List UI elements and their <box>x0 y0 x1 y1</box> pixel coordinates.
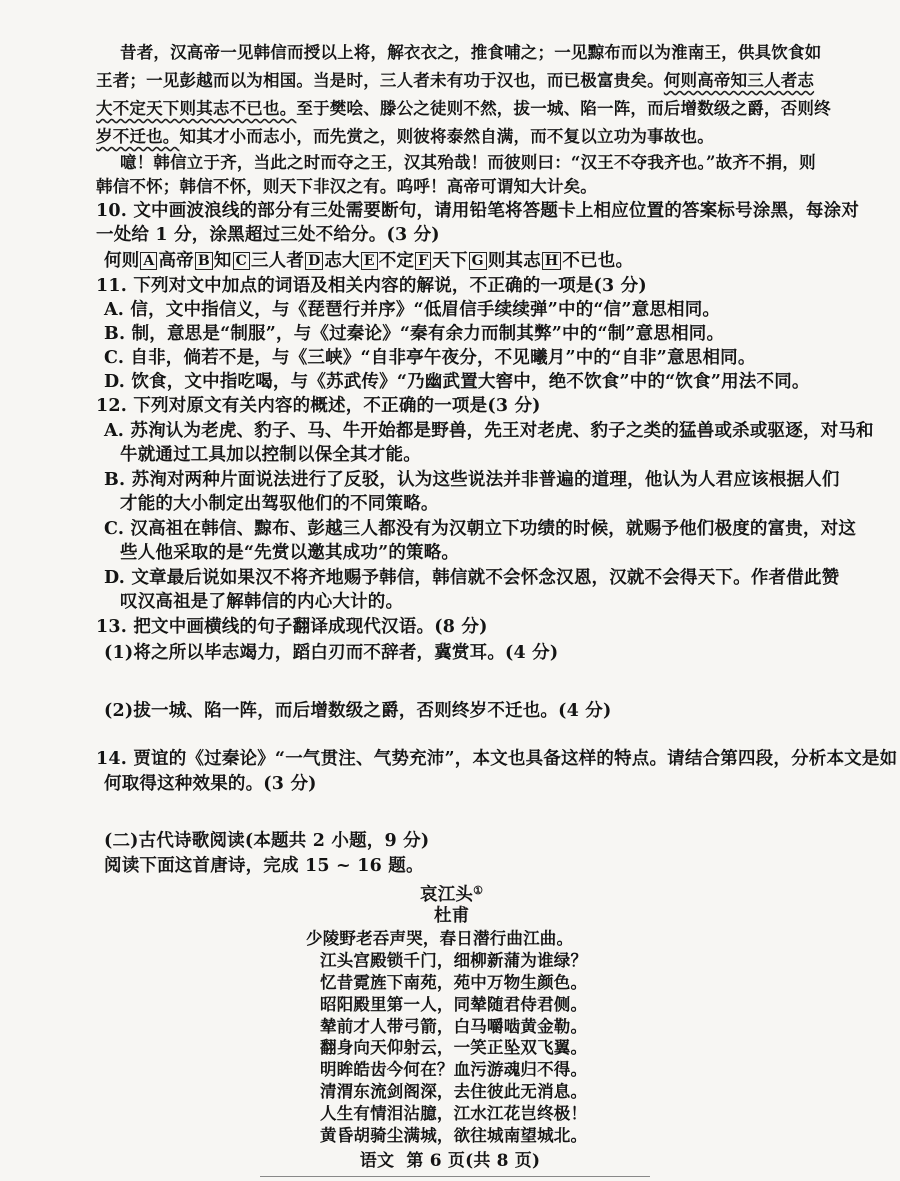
footer-page-number: 第 6 页(共 8 页) <box>406 1151 541 1171</box>
passage-line-1: 昔者，汉高帝一见韩信而授以上将，解衣衣之，推食哺之；一见黥布而以为淮南王，供具饮食如 <box>120 43 822 62</box>
q13-item-1: (1)将之所以毕志竭力，蹈白刃而不辞者，冀赏耳。(4 分) <box>104 643 559 663</box>
q13-stem: 13. 把文中画横线的句子翻译成现代汉语。(8 分) <box>96 617 488 637</box>
poem-line-1: 少陵野老吞声哭，春日潜行曲江曲。 <box>306 929 574 948</box>
section-heading: (二)古代诗歌阅读(本题共 2 小题，9 分) <box>104 831 430 851</box>
footer-rule <box>260 1176 650 1177</box>
section-intro: 阅读下面这首唐诗，完成 15 ~ 16 题。 <box>104 856 424 876</box>
passage-line-6: 韩信不怀；韩信不怀，则天下非汉之有。呜呼！高帝可谓知大计矣。 <box>96 177 597 196</box>
q11-option-c: C. 自非，倘若不是，与《三峡》“自非亭午夜分，不见曦月”中的“自非”意思相同。 <box>104 348 756 368</box>
poem-line-10: 黄昏胡骑尘满城，欲往城南望城北。 <box>320 1126 588 1145</box>
q12-stem: 12. 下列对原文有关内容的概述，不正确的一项是(3 分) <box>96 396 541 416</box>
poem-line-2: 江头宫殿锁千门，细柳新蒲为谁绿？ <box>320 950 588 970</box>
answer-box-e: E <box>361 252 378 270</box>
poem-author: 杜甫 <box>434 906 470 926</box>
q12-option-c-line-1: C. 汉高祖在韩信、黥布、彭越三人都没有为汉朝立下功绩的时候，就赐予他们极度的富贵，对这 <box>104 519 857 539</box>
answer-box-c: C <box>233 252 250 270</box>
q11-option-a: A. 信，文中指信义，与《琵琶行并序》“低眉信手续续弹”中的“信”意思相同。 <box>104 300 721 320</box>
poem-line-7: 明眸皓齿今何在？血污游魂归不得。 <box>320 1060 588 1080</box>
q12-option-c-line-2: 些人他采取的是“先赏以邀其成功”的策略。 <box>120 543 460 563</box>
q12-option-b-line-1: B. 苏洵对两种片面说法进行了反驳，认为这些说法并非普遍的道理，他认为人君应该根据人们 <box>104 470 840 490</box>
footer-subject: 语文 <box>359 1151 395 1171</box>
poem-line-6: 翻身向天仰射云，一笑正坠双飞翼。 <box>320 1038 588 1058</box>
q14-stem-line-1: 14. 贾谊的《过秦论》“一气贯注、气势充沛”，本文也具备这样的特点。请结合第四段，分析本文是如 <box>96 749 898 769</box>
wavy-segment-3: 岁不迁也。 <box>96 127 180 146</box>
q12-option-a-line-2: 牛就通过工具加以控制以保全其才能。 <box>120 445 421 465</box>
q12-option-a-line-1: A. 苏洵认为老虎、豹子、马、牛开始都是野兽，先王对老虎、豹子之类的猛兽或杀或驱逐，对马和 <box>104 421 874 441</box>
poem-line-8: 清渭东流剑阁深，去住彼此无消息。 <box>320 1082 588 1102</box>
answer-box-d: D <box>305 252 323 270</box>
poem-line-4: 昭阳殿里第一人，同辇随君侍君侧。 <box>320 994 588 1014</box>
wavy-segment-1: 何则高帝知三人者志 <box>663 71 815 90</box>
passage-line-4: 岁不迁也。知其才小而志小，而先赏之，则彼将泰然自满，而不复以立功为事故也。 <box>96 127 714 146</box>
q11-option-b: B. 制，意思是“制服”，与《过秦论》“秦有余力而制其弊”中的“制”意思相同。 <box>104 324 725 344</box>
q14-stem-line-2: 何取得这种效果的。(3 分) <box>104 774 317 794</box>
passage-line-2: 王者；一见彭越而以为相国。当是时，三人者未有功于汉也，而已极富贵矣。何则高帝知三人者志 <box>96 71 815 90</box>
passage-line-5: 噫！韩信立于齐，当此之时而夺之王，汉其殆哉！而彼则曰：“汉王不夺我齐也。”故齐不捐，则 <box>120 153 816 172</box>
answer-box-f: F <box>415 252 431 270</box>
q12-option-b-line-2: 才能的大小制定出驾驭他们的不同策略。 <box>120 494 439 514</box>
q10-stem-line-2: 一处给 1 分，涂黑超过三处不给分。(3 分) <box>96 225 440 245</box>
answer-box-b: B <box>195 252 213 270</box>
wavy-segment-2: 大不定天下则其志不已也。 <box>96 99 297 118</box>
poem-line-5: 辇前才人带弓箭，白马嚼啮黄金勒。 <box>320 1016 588 1036</box>
q11-stem: 11. 下列对文中加点的词语及相关内容的解说，不正确的一项是(3 分) <box>96 276 647 296</box>
q12-option-d-line-1: D. 文章最后说如果汉不将齐地赐予韩信，韩信就不会怀念汉恩，汉就不会得天下。作者借此赞 <box>104 568 840 588</box>
passage-line-3: 大不定天下则其志不已也。至于樊哙、滕公之徒则不然，拔一城、陷一阵，而后增数级之爵，否则终 <box>96 99 831 118</box>
q11-option-d: D. 饮食，文中指吃喝，与《苏武传》“乃幽武置大窖中，绝不饮食”中的“饮食”用法不同。 <box>104 372 810 392</box>
answer-box-h: H <box>542 252 561 270</box>
answer-box-g: G <box>469 252 487 270</box>
poem-line-3: 忆昔霓旌下南苑，苑中万物生颜色。 <box>320 972 588 992</box>
q12-option-d-line-2: 叹汉高祖是了解韩信的内心大计的。 <box>120 592 404 612</box>
page-footer <box>0 1150 900 1172</box>
q13-item-2: (2)拔一城、陷一阵，而后增数级之爵，否则终岁不迁也。(4 分) <box>104 701 612 721</box>
q10-segments: 何则 A 高帝 B 知 C 三人者 D 志大 E 不定 F 天下 G 则其志 H 不已也。 <box>104 251 634 271</box>
answer-box-a: A <box>140 252 157 270</box>
footnote-mark: ① <box>473 884 484 897</box>
poem-line-9: 人生有情泪沾臆，江水江花岂终极！ <box>320 1104 588 1124</box>
poem-title: 哀江头① <box>420 884 484 905</box>
q10-stem-line-1: 10. 文中画波浪线的部分有三处需要断句，请用铅笔将答题卡上相应位置的答案标号涂黑，每涂对 <box>96 201 860 221</box>
